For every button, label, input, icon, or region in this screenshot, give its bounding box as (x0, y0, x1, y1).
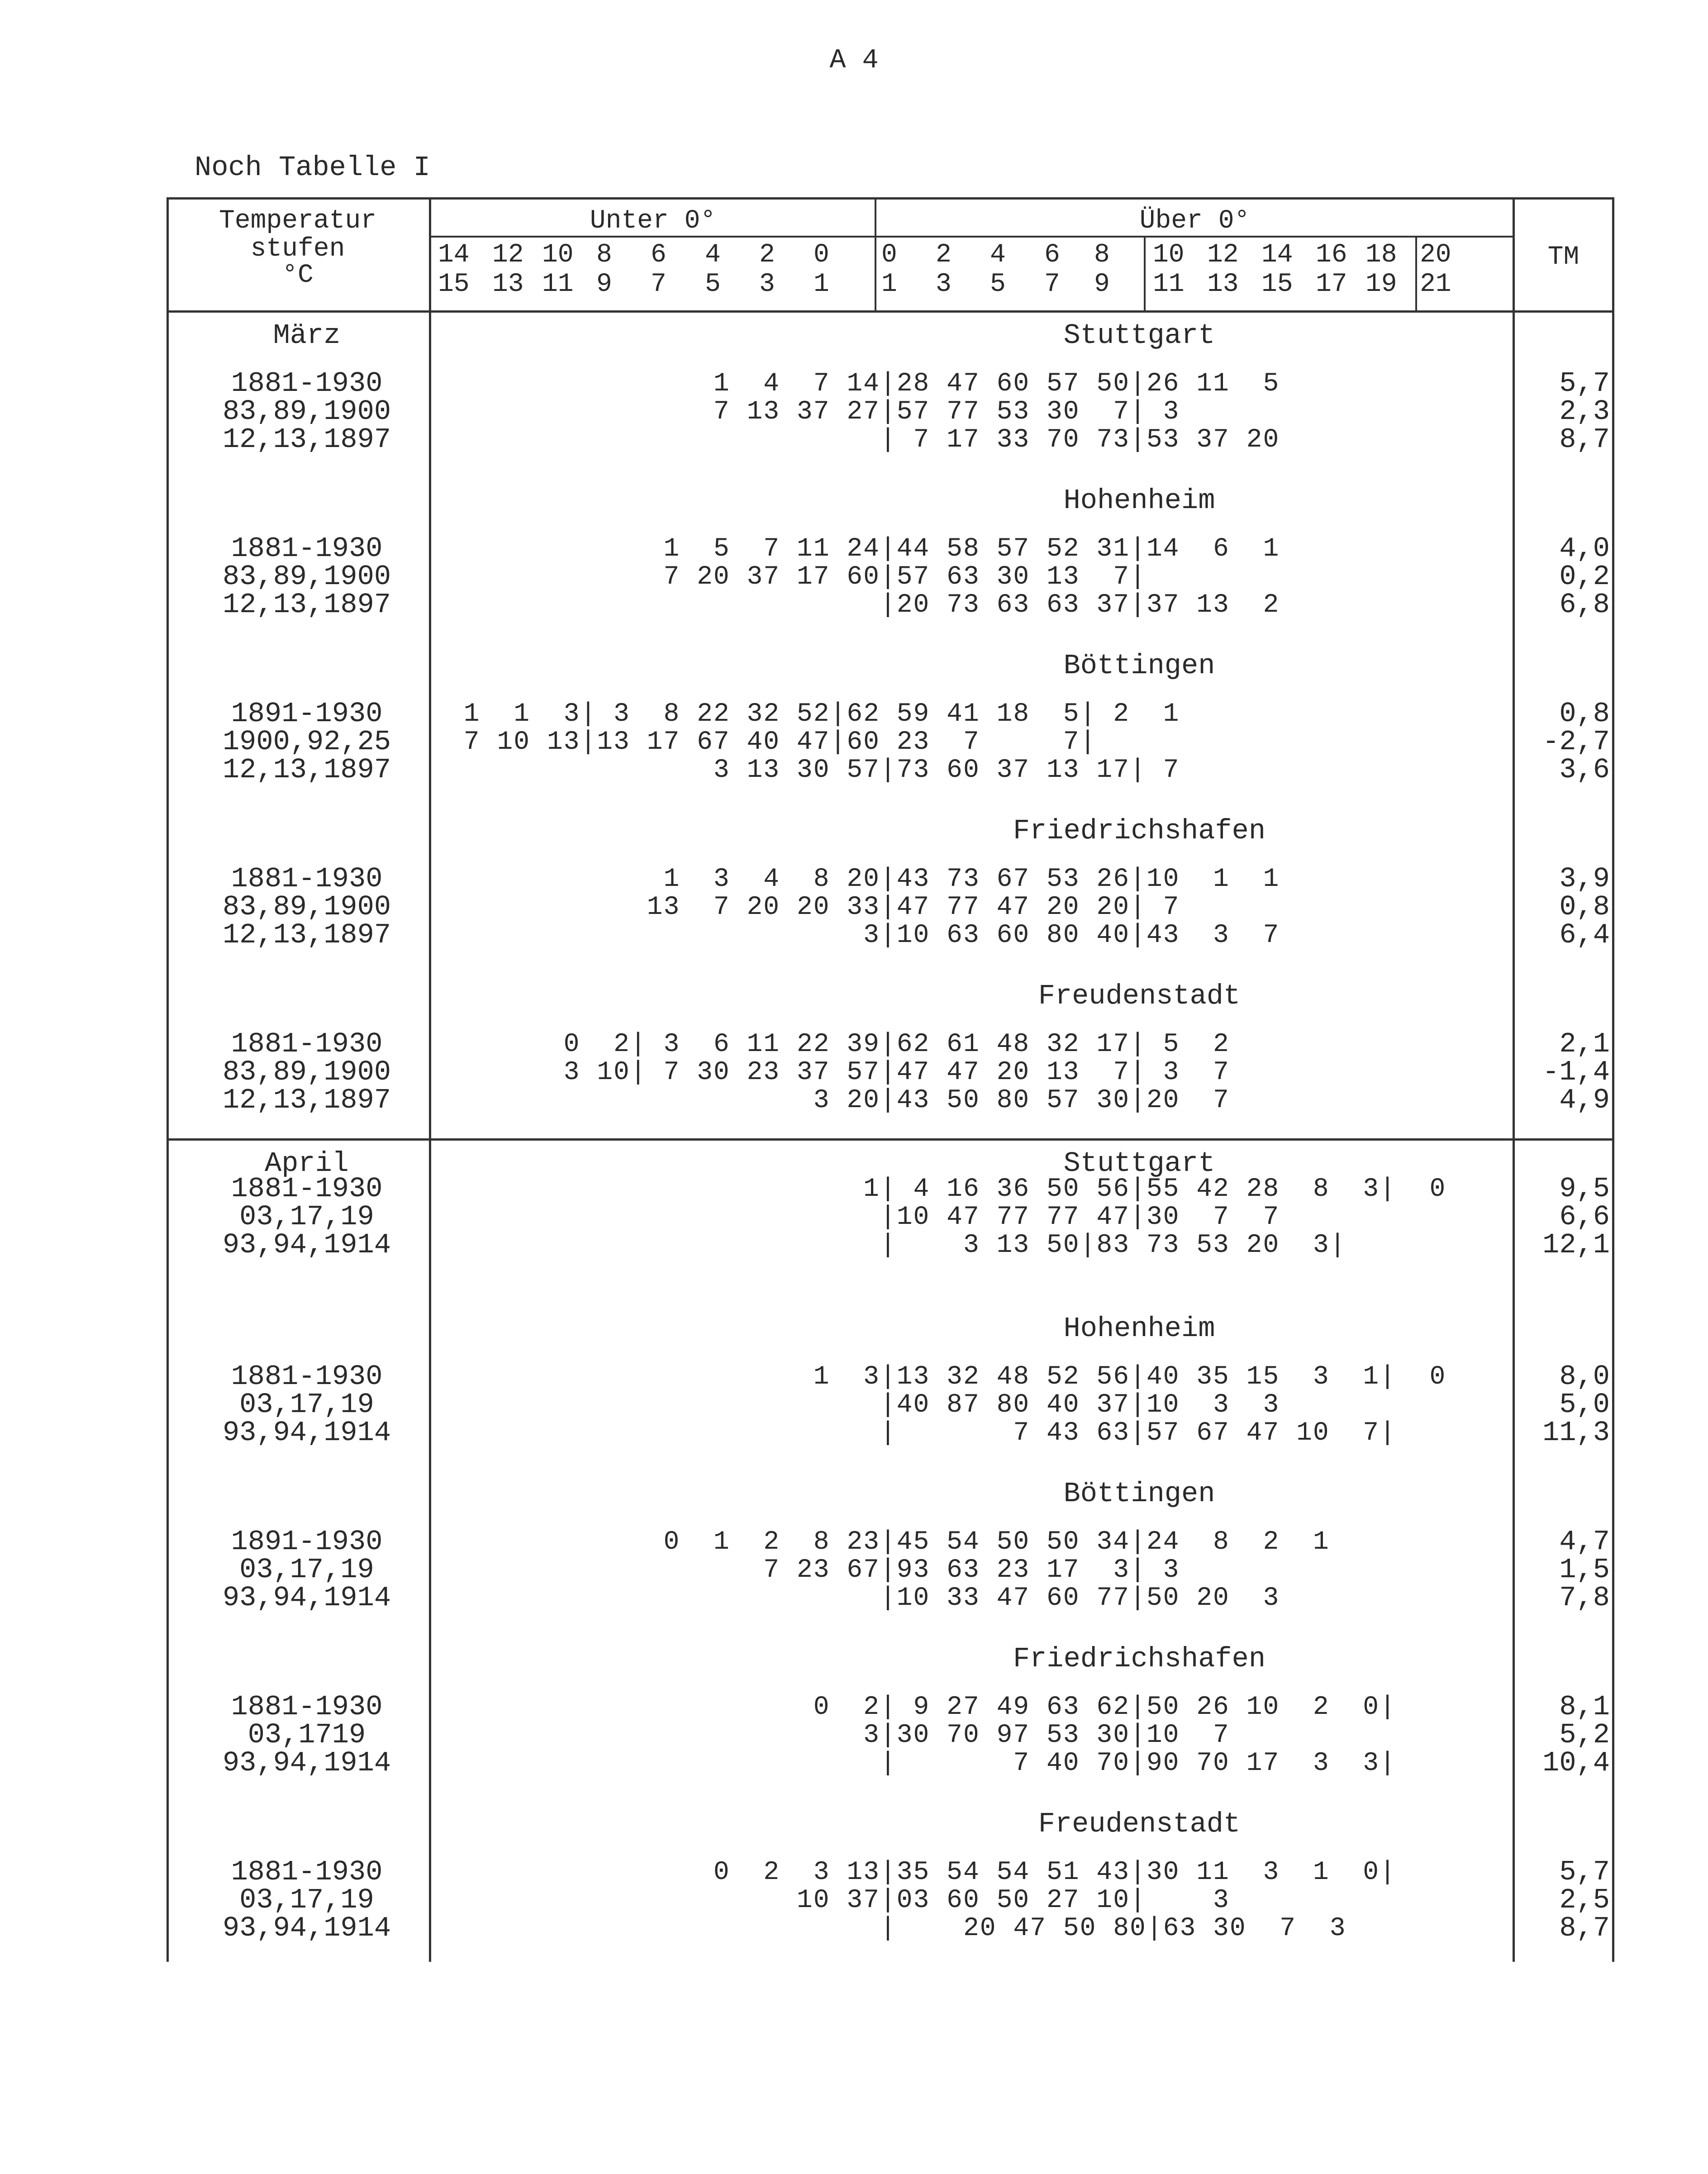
year-period: 93,94,1914 (222, 1912, 391, 1944)
frequency-row: 0 2| 3 6 11 22 39|62 61 48 32 17| 5 2 (447, 1030, 1230, 1059)
mean-temperature: 5,7 (1559, 367, 1610, 400)
frequency-row: 7 20 37 17 60|57 63 30 13 7| (447, 562, 1147, 592)
header-group-line (431, 236, 1513, 238)
header-range-start: 16 (1316, 240, 1347, 270)
header-range-end: 13 (1207, 270, 1239, 299)
year-period: 93,94,1914 (222, 1747, 391, 1779)
header-range-start: 20 (1420, 240, 1451, 270)
frequency-row: 7 13 37 27|57 77 53 30 7| 3 (447, 397, 1180, 427)
header-over-zero: Über 0° (1139, 206, 1250, 236)
mean-temperature: 6,4 (1559, 919, 1610, 951)
month-label: März (273, 319, 341, 352)
header-range-end: 13 (492, 270, 524, 299)
header-range-end: 1 (814, 270, 829, 299)
header-range-end: 1 (881, 270, 897, 299)
frequency-row: |20 73 63 63 37|37 13 2 (447, 590, 1280, 620)
year-period: 1881-1930 (231, 1028, 383, 1060)
frequency-row: 0 2| 9 27 49 63 62|50 26 10 2 0| (447, 1693, 1396, 1722)
year-period: 12,13,1897 (222, 423, 391, 456)
frequency-row: 3 10| 7 30 23 37 57|47 47 20 13 7| 3 7 (447, 1058, 1230, 1087)
header-range-end: 7 (651, 270, 666, 299)
mean-temperature: -1,4 (1542, 1056, 1610, 1088)
mean-temperature: 5,7 (1559, 1856, 1610, 1888)
table-top-border (167, 197, 1614, 200)
year-period: 83,89,1900 (222, 891, 391, 923)
header-range-end: 7 (1044, 270, 1060, 299)
header-range-end: 11 (1153, 270, 1185, 299)
frequency-row: 1| 4 16 36 50 56|55 42 28 8 3| 0 (447, 1175, 1446, 1204)
month-divider (167, 1138, 1614, 1141)
year-period: 93,94,1914 (222, 1582, 391, 1614)
year-period: 12,13,1897 (222, 1084, 391, 1116)
mean-temperature: 8,7 (1559, 423, 1610, 456)
table-caption: Noch Tabelle I (195, 152, 430, 184)
year-period: 83,89,1900 (222, 1056, 391, 1088)
frequency-row: 1 3|13 32 48 52 56|40 35 15 3 1| 0 (447, 1362, 1446, 1392)
header-range-start: 4 (990, 240, 1006, 270)
mean-temperature: 4,9 (1559, 1084, 1610, 1116)
header-range-start: 2 (759, 240, 775, 270)
station-name: Stuttgart (1063, 319, 1215, 352)
mean-temperature: 2,3 (1559, 395, 1610, 428)
year-period: 1881-1930 (231, 1361, 383, 1393)
header-range-start: 14 (1261, 240, 1293, 270)
frequency-row: |10 33 47 60 77|50 20 3 (447, 1584, 1280, 1613)
year-period: 1900,92,25 (222, 726, 391, 758)
year-period: 93,94,1914 (222, 1417, 391, 1449)
mean-temperature: 5,2 (1559, 1719, 1610, 1751)
mean-temperature: 8,7 (1559, 1912, 1610, 1944)
header-range-end: 5 (705, 270, 721, 299)
header-tm: TM (1547, 243, 1580, 272)
header-range-start: 6 (651, 240, 666, 270)
frequency-row: 10 37|03 60 50 27 10| 3 (447, 1886, 1230, 1915)
frequency-row: | 7 17 33 70 73|53 37 20 (447, 425, 1280, 455)
header-range-start: 0 (814, 240, 829, 270)
year-period: 03,1719 (247, 1719, 366, 1751)
header-divider-20 (1415, 236, 1417, 310)
mean-temperature: -2,7 (1542, 726, 1610, 758)
year-period: 93,94,1914 (222, 1229, 391, 1261)
header-range-start: 10 (542, 240, 574, 270)
header-unit: °C (282, 261, 314, 290)
header-range-end: 3 (936, 270, 952, 299)
year-period: 12,13,1897 (222, 919, 391, 951)
year-period: 83,89,1900 (222, 395, 391, 428)
header-range-end: 17 (1316, 270, 1347, 299)
mean-temperature: 3,9 (1559, 863, 1610, 895)
frequency-row: |10 47 77 77 47|30 7 7 (447, 1203, 1280, 1232)
frequency-row: | 3 13 50|83 73 53 20 3| (447, 1231, 1346, 1260)
year-period: 83,89,1900 (222, 561, 391, 593)
header-divider-10 (1144, 236, 1146, 310)
year-period: 1881-1930 (231, 1173, 383, 1205)
mean-temperature: 2,5 (1559, 1884, 1610, 1916)
month-label: April (264, 1147, 349, 1180)
station-name: Friedrichshafen (1013, 1643, 1266, 1675)
mean-temperature: 6,6 (1559, 1201, 1610, 1233)
year-period: 12,13,1897 (222, 754, 391, 786)
mean-temperature: 11,3 (1542, 1417, 1610, 1449)
station-name: Freudenstadt (1038, 980, 1241, 1012)
header-range-end: 11 (542, 270, 574, 299)
mean-temperature: 0,2 (1559, 561, 1610, 593)
frequency-row: 3|10 63 60 80 40|43 3 7 (447, 921, 1280, 950)
year-period: 1881-1930 (231, 1691, 383, 1723)
frequency-row: 1 1 3| 3 8 22 32 52|62 59 41 18 5| 2 1 (447, 699, 1180, 729)
mean-temperature: 6,8 (1559, 589, 1610, 621)
year-period: 1891-1930 (231, 698, 383, 730)
header-range-end: 5 (990, 270, 1006, 299)
mean-temperature: 3,6 (1559, 754, 1610, 786)
mean-temperature: 9,5 (1559, 1173, 1610, 1205)
header-stufen: stufen (250, 234, 345, 264)
year-period: 03,17,19 (239, 1389, 374, 1421)
frequency-row: 7 23 67|93 63 23 17 3| 3 (447, 1556, 1180, 1585)
mean-temperature: 5,0 (1559, 1389, 1610, 1421)
year-period: 03,17,19 (239, 1201, 374, 1233)
mean-temperature: 0,8 (1559, 698, 1610, 730)
station-name: Freudenstadt (1038, 1808, 1241, 1840)
table-right-border (1612, 197, 1614, 1962)
mean-temperature: 4,7 (1559, 1526, 1610, 1558)
year-period: 1881-1930 (231, 367, 383, 400)
station-name: Hohenheim (1063, 1313, 1215, 1345)
header-range-start: 12 (1207, 240, 1239, 270)
frequency-row: | 7 40 70|90 70 17 3 3| (447, 1749, 1396, 1778)
header-range-start: 8 (596, 240, 612, 270)
data-table (167, 197, 1614, 1962)
mean-temperature: 12,1 (1542, 1229, 1610, 1261)
mean-temperature: 0,8 (1559, 891, 1610, 923)
table-left-border (167, 197, 169, 1962)
header-bottom-border (167, 310, 1614, 313)
frequency-row: 1 3 4 8 20|43 73 67 53 26|10 1 1 (447, 865, 1280, 894)
frequency-row: 3|30 70 97 53 30|10 7 (447, 1721, 1230, 1750)
header-temperature: Temperatur (219, 206, 377, 236)
year-period: 03,17,19 (239, 1554, 374, 1586)
station-name: Böttingen (1063, 650, 1215, 682)
header-range-end: 9 (596, 270, 612, 299)
header-range-start: 4 (705, 240, 721, 270)
frequency-row: | 7 43 63|57 67 47 10 7| (447, 1418, 1396, 1448)
header-range-end: 19 (1365, 270, 1397, 299)
frequency-row: 7 10 13|13 17 67 40 47|60 23 7 7| (447, 728, 1097, 757)
frequency-row: 0 2 3 13|35 54 54 51 43|30 11 3 1 0| (447, 1858, 1396, 1887)
frequency-row: 13 7 20 20 33|47 77 47 20 20| 7 (447, 893, 1180, 922)
label-column-border (429, 197, 431, 1962)
mean-temperature: 4,0 (1559, 533, 1610, 565)
header-range-start: 18 (1365, 240, 1397, 270)
header-range-end: 21 (1420, 270, 1451, 299)
frequency-row: 1 4 7 14|28 47 60 57 50|26 11 5 (447, 369, 1280, 399)
frequency-row: 0 1 2 8 23|45 54 50 50 34|24 8 2 1 (447, 1527, 1330, 1557)
station-name: Friedrichshafen (1013, 815, 1266, 847)
header-range-start: 8 (1094, 240, 1110, 270)
header-range-end: 3 (759, 270, 775, 299)
header-under-zero: Unter 0° (590, 206, 716, 236)
page-number: A 4 (829, 45, 879, 76)
mean-temperature: 8,1 (1559, 1691, 1610, 1723)
mean-temperature: 8,0 (1559, 1361, 1610, 1393)
year-period: 12,13,1897 (222, 589, 391, 621)
year-period: 1881-1930 (231, 533, 383, 565)
header-range-end: 15 (438, 270, 470, 299)
station-name: Stuttgart (1063, 1147, 1215, 1180)
zero-divider (875, 197, 876, 310)
mean-temperature: 1,5 (1559, 1554, 1610, 1586)
frequency-row: |40 87 80 40 37|10 3 3 (447, 1390, 1280, 1420)
header-range-start: 0 (881, 240, 897, 270)
frequency-row: 3 20|43 50 80 57 30|20 7 (447, 1086, 1230, 1115)
frequency-row: 1 5 7 11 24|44 58 57 52 31|14 6 1 (447, 534, 1280, 564)
header-range-end: 15 (1261, 270, 1293, 299)
header-range-end: 9 (1094, 270, 1110, 299)
header-range-start: 6 (1044, 240, 1060, 270)
header-range-start: 14 (438, 240, 470, 270)
year-period: 1881-1930 (231, 1856, 383, 1888)
mean-temperature: 7,8 (1559, 1582, 1610, 1614)
station-name: Böttingen (1063, 1478, 1215, 1510)
station-name: Hohenheim (1063, 485, 1215, 517)
year-period: 1891-1930 (231, 1526, 383, 1558)
frequency-row: | 20 47 50 80|63 30 7 3 (447, 1914, 1346, 1943)
mean-temperature: 10,4 (1542, 1747, 1610, 1779)
mean-temperature: 2,1 (1559, 1028, 1610, 1060)
header-range-start: 10 (1153, 240, 1185, 270)
year-period: 03,17,19 (239, 1884, 374, 1916)
header-range-start: 2 (936, 240, 952, 270)
header-range-start: 12 (492, 240, 524, 270)
frequency-row: 3 13 30 57|73 60 37 13 17| 7 (447, 756, 1180, 785)
year-period: 1881-1930 (231, 863, 383, 895)
